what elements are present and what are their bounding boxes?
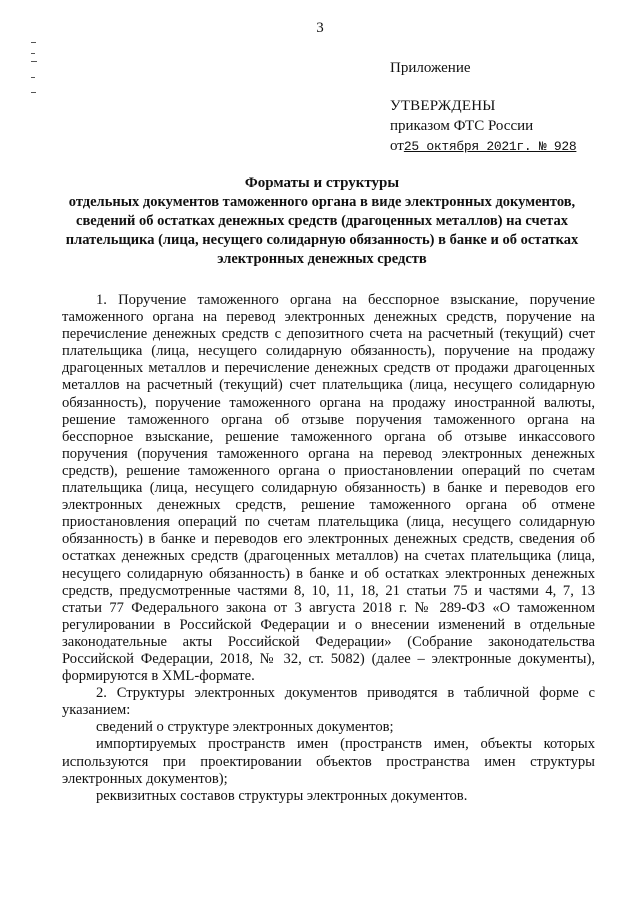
scan-artifact-mark: [31, 61, 37, 62]
document-body: [62, 292, 595, 805]
scan-artifact-mark: [31, 92, 36, 93]
paragraph-1: 1. Поручение таможенного органа на бесспорное взыскание, поручение таможенного органа на перевод электронных денежных средств, поручение на перечисление денежных средств с депозитного счета на расчетный (текущий) счет плательщика (лица, несущего солидарную обязанность), поручение на продажу драгоценных металлов и перечисление денежных средств от продажи драгоценных металлов на расчетный (текущий) счет плательщика (лица, несущего солидарную обязанность), поручение таможенного органа на продажу иностранной валюты, решение таможенного органа об отзыве поручения таможенного органа на бесспорное взыскание, решение таможенного органа об отзыве инкассового поручения (поручения таможенного органа на перевод электронных денежных средств), решение таможенного органа о приостановлении операций по счетам плательщика (лица, несущего солидарную обязанность) в банке и переводов его электронных денежных средств, решение таможенного органа об отмене приостановления операций по счетам плательщика (лица, несущего солидарную обязанность) в банке и переводов его электронных денежных средств, сведения об остатках денежных средств (драгоценных металлов) на счетах плательщика (лица, несущего солидарную обязанность) в банке и об остатках электронных денежных средств, предусмотренные частями 8, 10, 11, 18, 21 статьи 75 и частями 4, 7, 13 статьи 77 Федерального закона от 3 августа 2018 г. № 289-ФЗ «О таможенном регулировании в Российской Федерации и о внесении изменений в отдельные законодательные акты Российской Федерации» (Собрание законодательства Российской Федерации, 2018, № 32, ст. 5082) (далее – электронные документы), формируются в XML-формате.: [62, 292, 595, 685]
list-item-namespaces: импортируемых пространств имен (пространств имен, объекты которых используются при проектировании объектов пространства имен структуры электронных документов);: [62, 736, 595, 787]
approval-block: [390, 58, 620, 157]
title-subtitle: отдельных документов таможенного органа в виде электронных документов, сведений об остатках денежных средств (драгоценных металлов) на счетах плательщика (лица, несущего солидарную обязанность) в банке и об остатках электронных денежных средств: [65, 194, 579, 267]
list-item-requisites: реквизитных составов структуры электронных документов.: [96, 787, 468, 804]
scan-artifact-mark: [31, 53, 35, 54]
appendix-label: Приложение: [390, 60, 471, 76]
title-main: Форматы и структуры: [244, 175, 400, 191]
order-date-value: 25 октября 2021г. № 928: [403, 139, 577, 154]
document-title: [62, 174, 582, 269]
list-item-structure: сведений о структуре электронных документов;: [96, 719, 394, 736]
page-number: 3: [316, 20, 324, 36]
scan-artifact-mark: [31, 42, 36, 43]
order-by-label: приказом ФТС России: [390, 118, 534, 134]
paragraph-2: 2. Структуры электронных документов приводятся в табличной форме с указанием:: [62, 685, 595, 719]
order-date-line: [390, 136, 620, 157]
order-date-prefix: от: [390, 138, 404, 154]
scan-artifact-mark: [31, 77, 35, 78]
approved-label: УТВЕРЖДЕНЫ: [390, 98, 496, 114]
